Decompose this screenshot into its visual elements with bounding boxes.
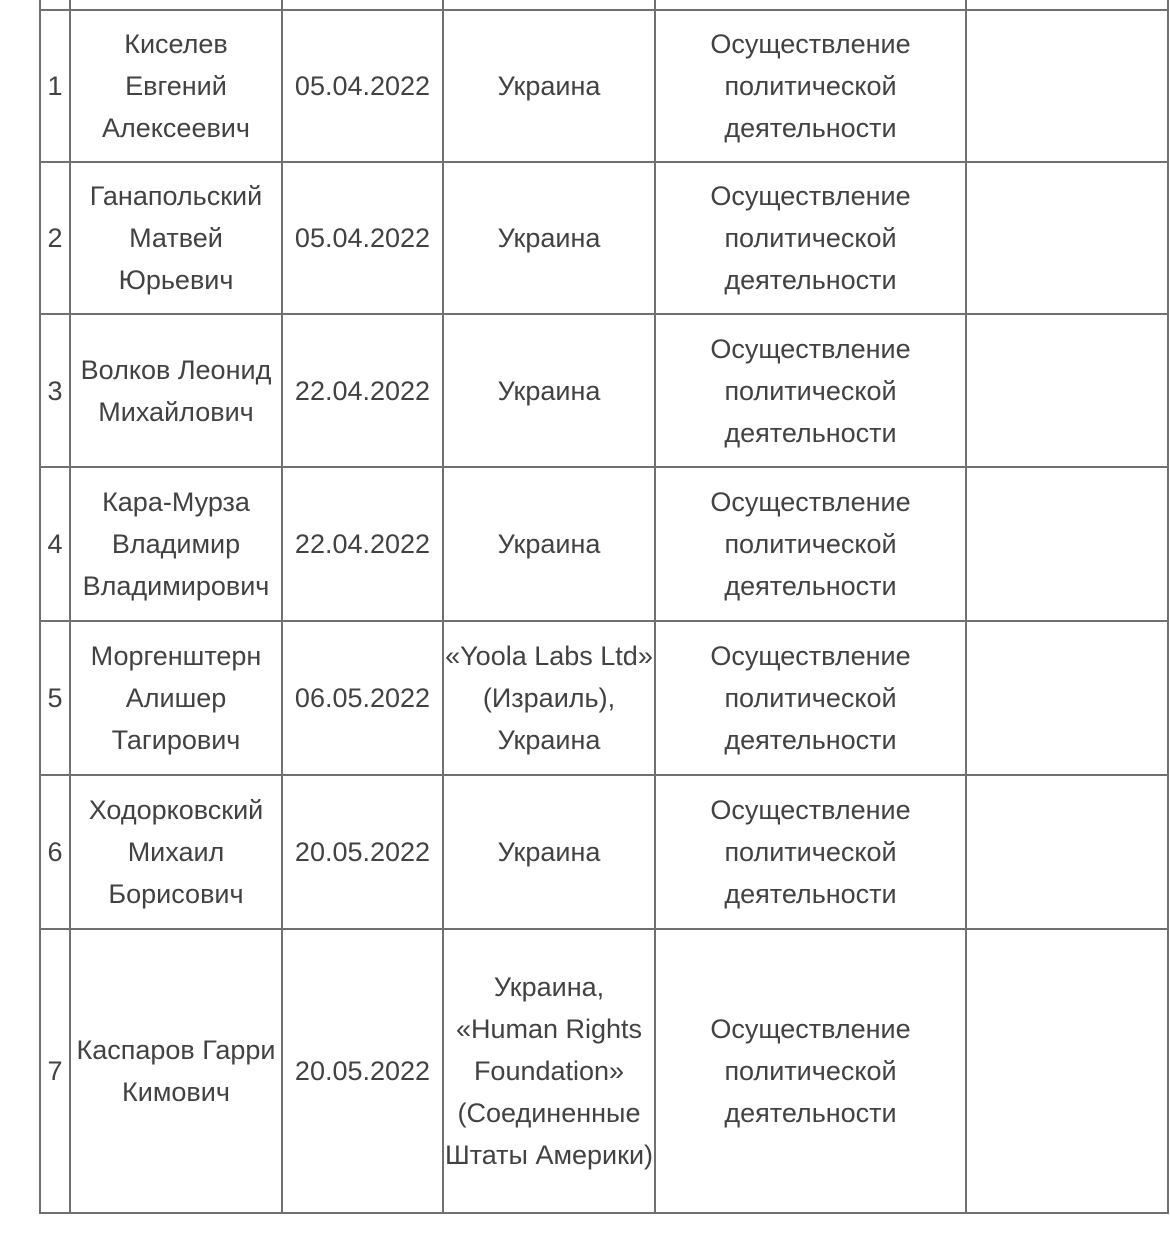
table-row <box>40 162 1168 314</box>
cell-reason: Осуществление политической деятельности <box>655 314 966 467</box>
cell-name: Каспаров Гарри Кимович <box>70 929 282 1213</box>
registry-table <box>39 0 1169 1214</box>
table-row <box>40 929 1168 1213</box>
cell-notes <box>966 621 1168 775</box>
cell-source: Украина <box>443 314 655 467</box>
cell-notes <box>966 0 1168 10</box>
cell-name: Киселев Евгений Алексеевич <box>70 10 282 162</box>
cell-name: Моргенштерн Алишер Тагирович <box>70 621 282 775</box>
cell-number <box>40 0 70 10</box>
cell-reason <box>655 0 966 10</box>
cell-date: 22.04.2022 <box>282 314 443 467</box>
cell-name: Волков Леонид Михайлович <box>70 314 282 467</box>
cell-name: Ходорковский Михаил Борисович <box>70 775 282 929</box>
cell-name: Кара-Мурза Владимир Владимирович <box>70 467 282 621</box>
cell-reason: Осуществление политической деятельности <box>655 467 966 621</box>
cell-source <box>443 0 655 10</box>
cell-reason: Осуществление политической деятельности <box>655 929 966 1213</box>
cell-date: 05.04.2022 <box>282 162 443 314</box>
cell-number: 5 <box>40 621 70 775</box>
table-row <box>40 775 1168 929</box>
cell-notes <box>966 467 1168 621</box>
cell-source: «Yoola Labs Ltd» (Израиль), Украина <box>443 621 655 775</box>
cell-name <box>70 0 282 10</box>
cell-number: 1 <box>40 10 70 162</box>
table-row <box>40 621 1168 775</box>
cell-notes <box>966 929 1168 1213</box>
partial-row-top <box>40 0 1168 10</box>
cell-date <box>282 0 443 10</box>
cell-reason: Осуществление политической деятельности <box>655 10 966 162</box>
cell-notes <box>966 314 1168 467</box>
cell-reason: Осуществление политической деятельности <box>655 162 966 314</box>
cell-notes <box>966 162 1168 314</box>
cell-name: Ганапольский Матвей Юрьевич <box>70 162 282 314</box>
cell-number: 7 <box>40 929 70 1213</box>
cell-source: Украина <box>443 10 655 162</box>
table-row <box>40 314 1168 467</box>
cell-date: 06.05.2022 <box>282 621 443 775</box>
cell-notes <box>966 775 1168 929</box>
cell-notes <box>966 10 1168 162</box>
cell-reason: Осуществление политической деятельности <box>655 775 966 929</box>
cell-source: Украина <box>443 162 655 314</box>
cell-date: 20.05.2022 <box>282 775 443 929</box>
cell-date: 20.05.2022 <box>282 929 443 1213</box>
cell-reason: Осуществление политической деятельности <box>655 621 966 775</box>
cell-source: Украина <box>443 467 655 621</box>
cell-number: 2 <box>40 162 70 314</box>
cell-source: Украина <box>443 775 655 929</box>
cell-number: 6 <box>40 775 70 929</box>
table-row <box>40 10 1168 162</box>
cell-number: 4 <box>40 467 70 621</box>
cell-number: 3 <box>40 314 70 467</box>
cell-date: 22.04.2022 <box>282 467 443 621</box>
cell-source: Украина, «Human Rights Foundation» (Соединенные Штаты Америки) <box>443 929 655 1213</box>
table-row <box>40 467 1168 621</box>
cell-date: 05.04.2022 <box>282 10 443 162</box>
